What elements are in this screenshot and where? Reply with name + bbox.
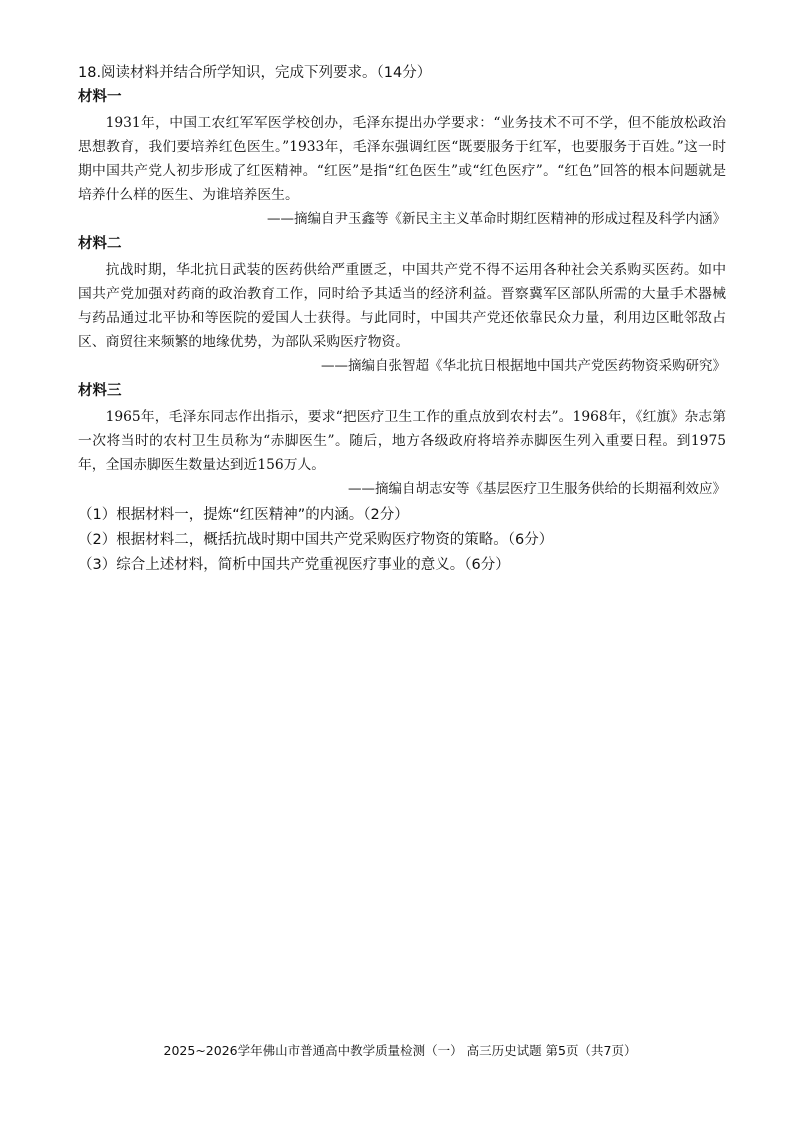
subquestion-3: （3）综合上述材料，简析中国共产党重视医疗事业的意义。（6分） bbox=[78, 557, 510, 573]
material-3-source: ——摘编自胡志安等《基层医疗卫生服务供给的长期福利效应》 bbox=[348, 481, 726, 497]
exam-page bbox=[78, 62, 726, 578]
material-2-source: ——摘编自张智超《华北抗日根据地中国共产党医药物资采购研究》 bbox=[321, 358, 726, 374]
material-3 bbox=[78, 380, 726, 501]
subquestion-2: （2）根据材料二，概括抗战时期中国共产党采购医疗物资的策略。（6分） bbox=[78, 532, 554, 548]
material-1-source: ——摘编自尹玉鑫等《新民主主义革命时期红医精神的形成过程及科学内涵》 bbox=[267, 211, 726, 227]
material-1-body: 1931年，中国工农红军军医学校创办，毛泽东提出办学要求：“业务技术不可不学，但不能放松政治思想教育，我们要培养红色医生。”1933年，毛泽东强调红医“既要服务于红军，也要服务于百姓。”这一时期中国共产党人初步形成了红医精神。“红医”是指“红色医生”或“红色医疗”。“红色”回答的根本问题就是培养什么样的医生、为谁培养医生。 bbox=[78, 115, 726, 203]
material-3-heading: 材料三 bbox=[78, 383, 122, 399]
material-3-body: 1965年，毛泽东同志作出指示，要求“把医疗卫生工作的重点放到农村去”。1968年，《红旗》杂志第一次将当时的农村卫生员称为“赤脚医生”。随后，地方各级政府将培养赤脚医生列入重要日程。到1975年，全国赤脚医生数量达到近156万人。 bbox=[78, 409, 726, 473]
material-2-heading: 材料二 bbox=[78, 236, 122, 252]
material-2 bbox=[78, 233, 726, 378]
question-title: 18.阅读材料并结合所学知识，完成下列要求。（14分） bbox=[78, 65, 432, 81]
material-1 bbox=[78, 86, 726, 231]
material-1-heading: 材料一 bbox=[78, 89, 122, 105]
subquestion-1: （1）根据材料一，提炼“红医精神”的内涵。（2分） bbox=[78, 507, 409, 523]
material-2-body: 抗战时期，华北抗日武装的医药供给严重匮乏，中国共产党不得不运用各种社会关系购买医药。如中国共产党加强对药商的政治教育工作，同时给予其适当的经济利益。晋察冀军区部队所需的大量手术器械与药品通过北平协和等医院的爱国人士获得。与此同时，中国共产党还依靠民众力量，利用边区毗邻敌占区、商贸往来频繁的地缘优势，为部队采购医疗物资。 bbox=[78, 262, 726, 350]
subquestion-list bbox=[78, 503, 726, 578]
page-footer: 2025~2026学年佛山市普通高中教学质量检测（一） 高三历史试题 第5页（共7页） bbox=[163, 1043, 637, 1058]
